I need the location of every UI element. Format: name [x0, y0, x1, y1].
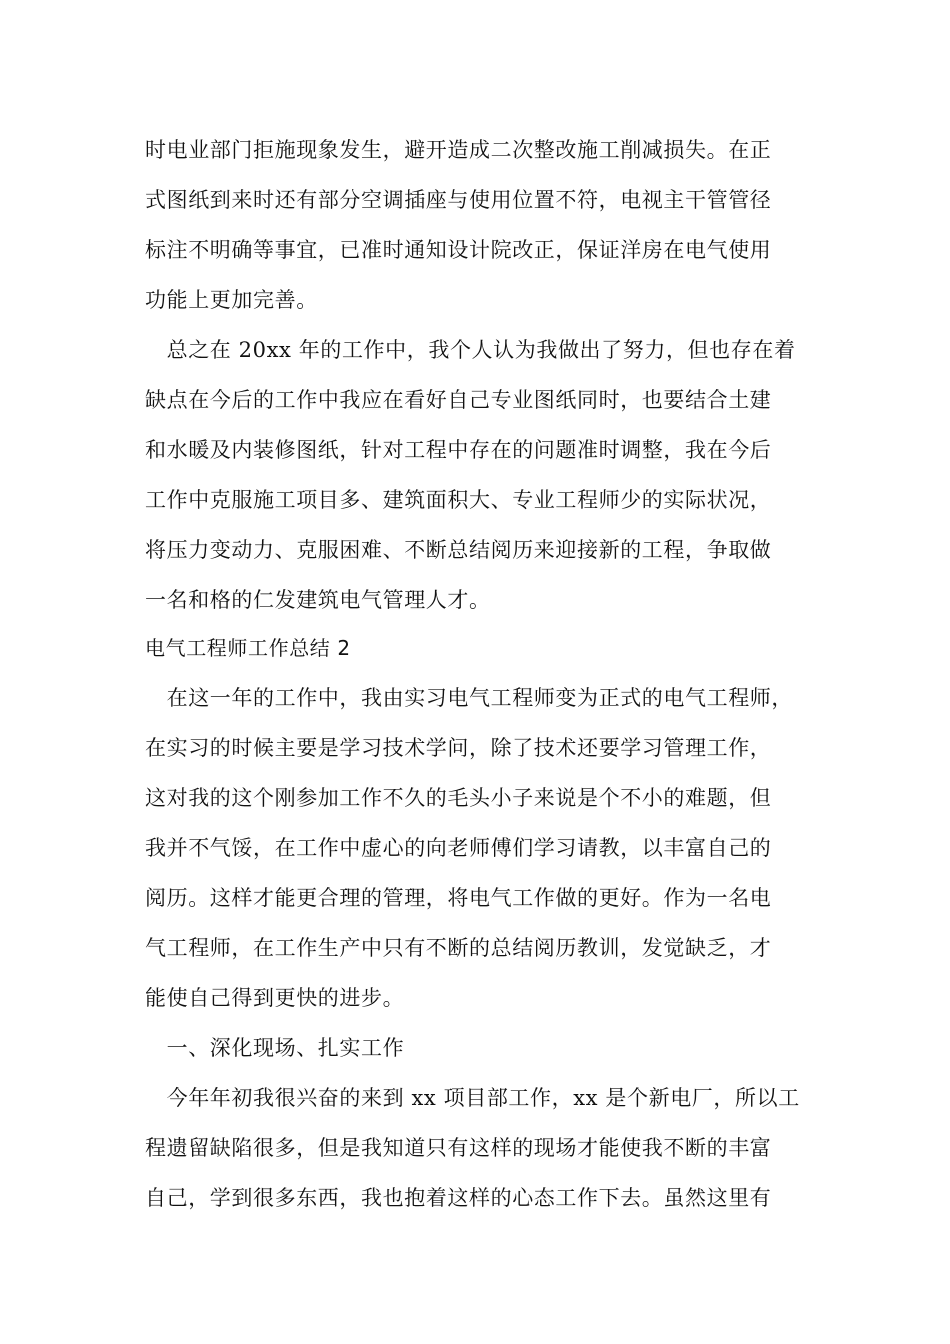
text-line: 自己，学到很多东西，我也抱着这样的心态工作下去。虽然这里有: [145, 1186, 772, 1210]
text-line: 标注不明确等事宜，已准时通知设计院改正，保证洋房在电气使用: [145, 238, 772, 262]
text-line: 程遗留缺陷很多，但是我知道只有这样的现场才能使我不断的丰富: [145, 1136, 772, 1160]
subsection-heading: 一、深化现场、扎实工作: [145, 1036, 405, 1060]
text-line: 在实习的时候主要是学习技术学问，除了技术还要学习管理工作，: [145, 736, 772, 760]
text-line: 功能上更加完善。: [145, 288, 318, 312]
text-line: 工作中克服施工项目多、建筑面积大、专业工程师少的实际状况，: [145, 488, 772, 512]
text-line: 今年年初我很兴奋的来到 xx 项目部工作，xx 是个新电厂，所以工: [145, 1086, 800, 1110]
text-line: 式图纸到来时还有部分空调插座与使用位置不符，电视主干管管径: [145, 188, 772, 212]
text-line: 我并不气馁，在工作中虚心的向老师傅们学习请教，以丰富自己的: [145, 836, 772, 860]
text-line: 能使自己得到更快的进步。: [145, 986, 405, 1010]
text-line: 将压力变动力、克服困难、不断总结阅历来迎接新的工程，争取做: [145, 538, 772, 562]
section-heading: 电气工程师工作总结 2: [145, 636, 351, 660]
text-line: 阅历。这样才能更合理的管理，将电气工作做的更好。作为一名电: [145, 886, 772, 910]
text-line: 总之在 20xx 年的工作中，我个人认为我做出了努力，但也存在着: [145, 338, 796, 362]
text-line: 时电业部门拒施现象发生，避开造成二次整改施工削减损失。在正: [145, 138, 772, 162]
text-line: 缺点在今后的工作中我应在看好自己专业图纸同时，也要结合土建: [145, 388, 772, 412]
text-line: 这对我的这个刚参加工作不久的毛头小子来说是个不小的难题，但: [145, 786, 772, 810]
text-line: 在这一年的工作中，我由实习电气工程师变为正式的电气工程师，: [145, 686, 793, 710]
text-line: 一名和格的仁发建筑电气管理人才。: [145, 588, 491, 612]
text-line: 气工程师，在工作生产中只有不断的总结阅历教训，发觉缺乏，才: [145, 936, 772, 960]
text-line: 和水暖及内装修图纸，针对工程中存在的问题准时调整，我在今后: [145, 438, 772, 462]
